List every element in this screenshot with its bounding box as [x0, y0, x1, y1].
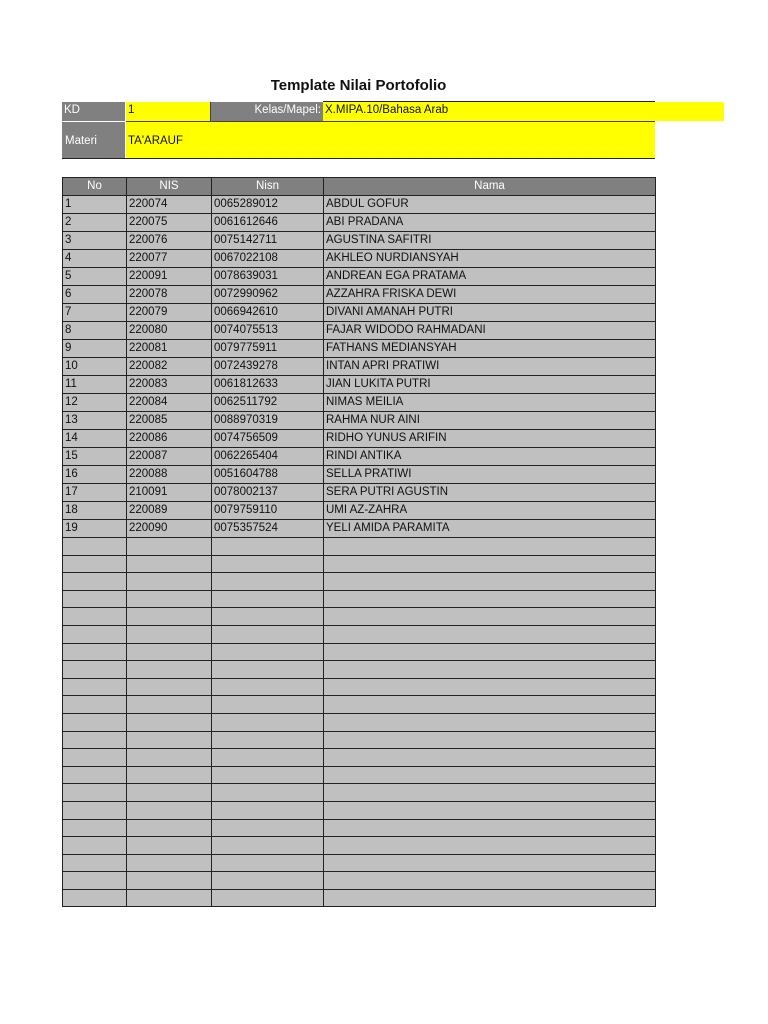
empty-table-row: [63, 555, 656, 573]
empty-cell-nama[interactable]: [324, 555, 656, 573]
cell-no[interactable]: 15: [63, 448, 127, 466]
cell-no[interactable]: 14: [63, 430, 127, 448]
empty-cell-nisn[interactable]: [212, 573, 324, 591]
empty-cell-no[interactable]: [63, 749, 127, 767]
empty-cell-no[interactable]: [63, 661, 127, 679]
cell-nis[interactable]: 220075: [127, 214, 212, 232]
cell-nama[interactable]: RINDI ANTIKA: [324, 448, 656, 466]
empty-cell-nama[interactable]: [324, 872, 656, 890]
empty-cell-nis[interactable]: [127, 784, 212, 802]
cell-nisn[interactable]: 0072439278: [212, 358, 324, 376]
empty-cell-nisn[interactable]: [212, 608, 324, 626]
empty-table-row: [63, 854, 656, 872]
empty-cell-no[interactable]: [63, 555, 127, 573]
cell-nama[interactable]: AGUSTINA SAFITRI: [324, 232, 656, 250]
empty-cell-no[interactable]: [63, 854, 127, 872]
cell-nisn[interactable]: 0062511792: [212, 394, 324, 412]
empty-cell-nisn[interactable]: [212, 661, 324, 679]
empty-cell-nis[interactable]: [127, 749, 212, 767]
cell-nisn[interactable]: 0065289012: [212, 196, 324, 214]
cell-nama[interactable]: ANDREAN EGA PRATAMA: [324, 268, 656, 286]
empty-cell-no[interactable]: [63, 801, 127, 819]
cell-nis[interactable]: 220087: [127, 448, 212, 466]
empty-cell-nama[interactable]: [324, 608, 656, 626]
empty-cell-nisn[interactable]: [212, 696, 324, 714]
table-row: [63, 322, 656, 340]
table-row: [63, 394, 656, 412]
empty-cell-nama[interactable]: [324, 801, 656, 819]
table-row: [63, 412, 656, 430]
empty-cell-nis[interactable]: [127, 819, 212, 837]
cell-nama[interactable]: FAJAR WIDODO RAHMADANI: [324, 322, 656, 340]
cell-nisn[interactable]: 0072990962: [212, 286, 324, 304]
table-header-row: [63, 178, 656, 196]
cell-nama[interactable]: RAHMA NUR AINI: [324, 412, 656, 430]
table-row: [63, 376, 656, 394]
empty-table-row: [63, 538, 656, 556]
cell-no[interactable]: 10: [63, 358, 127, 376]
empty-cell-no[interactable]: [63, 731, 127, 749]
empty-cell-nis[interactable]: [127, 713, 212, 731]
cell-nis[interactable]: 220091: [127, 268, 212, 286]
empty-table-row: [63, 661, 656, 679]
cell-nis[interactable]: 220084: [127, 394, 212, 412]
empty-table-row: [63, 678, 656, 696]
empty-cell-nama[interactable]: [324, 766, 656, 784]
empty-cell-nama[interactable]: [324, 643, 656, 661]
empty-cell-nisn[interactable]: [212, 643, 324, 661]
cell-nisn[interactable]: 0067022108: [212, 250, 324, 268]
column-header-no: No: [63, 178, 127, 196]
empty-cell-nama[interactable]: [324, 538, 656, 556]
cell-no[interactable]: 8: [63, 322, 127, 340]
cell-no[interactable]: 4: [63, 250, 127, 268]
empty-table-row: [63, 889, 656, 907]
cell-nisn[interactable]: 0051604788: [212, 466, 324, 484]
empty-table-row: [63, 696, 656, 714]
cell-nama[interactable]: INTAN APRI PRATIWI: [324, 358, 656, 376]
cell-no[interactable]: 16: [63, 466, 127, 484]
empty-cell-nis[interactable]: [127, 625, 212, 643]
cell-nisn[interactable]: 0061612646: [212, 214, 324, 232]
cell-nisn[interactable]: 0074756509: [212, 430, 324, 448]
cell-nisn[interactable]: 0078002137: [212, 484, 324, 502]
cell-nisn[interactable]: 0075357524: [212, 520, 324, 538]
kd-label: KD: [62, 102, 126, 121]
empty-cell-no[interactable]: [63, 608, 127, 626]
empty-cell-no[interactable]: [63, 837, 127, 855]
empty-cell-nisn[interactable]: [212, 837, 324, 855]
empty-cell-nama[interactable]: [324, 625, 656, 643]
table-row: [63, 340, 656, 358]
cell-nama[interactable]: YELI AMIDA PARAMITA: [324, 520, 656, 538]
table-row: [63, 520, 656, 538]
cell-nisn[interactable]: 0074075513: [212, 322, 324, 340]
empty-cell-nisn[interactable]: [212, 872, 324, 890]
table-row: [63, 358, 656, 376]
table-row: [63, 304, 656, 322]
cell-nis[interactable]: 220088: [127, 466, 212, 484]
empty-cell-nama[interactable]: [324, 731, 656, 749]
empty-cell-no[interactable]: [63, 819, 127, 837]
empty-cell-nisn[interactable]: [212, 819, 324, 837]
column-header-nis: NIS: [127, 178, 212, 196]
empty-cell-nama[interactable]: [324, 590, 656, 608]
cell-no[interactable]: 5: [63, 268, 127, 286]
header-divider-bottom: [62, 158, 655, 159]
empty-table-row: [63, 590, 656, 608]
empty-cell-no[interactable]: [63, 538, 127, 556]
table-row: [63, 448, 656, 466]
cell-nis[interactable]: 220089: [127, 502, 212, 520]
empty-table-row: [63, 766, 656, 784]
empty-cell-nama[interactable]: [324, 819, 656, 837]
empty-table-row: [63, 643, 656, 661]
cell-nama[interactable]: ABDUL GOFUR: [324, 196, 656, 214]
empty-cell-no[interactable]: [63, 696, 127, 714]
empty-cell-nis[interactable]: [127, 590, 212, 608]
cell-nama[interactable]: SELLA PRATIWI: [324, 466, 656, 484]
empty-cell-no[interactable]: [63, 625, 127, 643]
empty-cell-nis[interactable]: [127, 854, 212, 872]
empty-cell-nisn[interactable]: [212, 854, 324, 872]
cell-nis[interactable]: 220085: [127, 412, 212, 430]
cell-nis[interactable]: 220078: [127, 286, 212, 304]
cell-no[interactable]: 13: [63, 412, 127, 430]
table-row: [63, 286, 656, 304]
cell-nama[interactable]: AKHLEO NURDIANSYAH: [324, 250, 656, 268]
empty-cell-nis[interactable]: [127, 731, 212, 749]
empty-cell-nis[interactable]: [127, 555, 212, 573]
empty-table-row: [63, 801, 656, 819]
empty-table-row: [63, 872, 656, 890]
table-row: [63, 250, 656, 268]
cell-nama[interactable]: AZZAHRA FRISKA DEWI: [324, 286, 656, 304]
cell-no[interactable]: 2: [63, 214, 127, 232]
empty-cell-nama[interactable]: [324, 749, 656, 767]
cell-nis[interactable]: 220081: [127, 340, 212, 358]
table-row: [63, 484, 656, 502]
empty-table-row: [63, 713, 656, 731]
cell-nisn[interactable]: 0079775911: [212, 340, 324, 358]
empty-table-row: [63, 819, 656, 837]
cell-nama[interactable]: ABI PRADANA: [324, 214, 656, 232]
empty-cell-nama[interactable]: [324, 889, 656, 907]
empty-cell-nis[interactable]: [127, 678, 212, 696]
empty-cell-nama[interactable]: [324, 713, 656, 731]
cell-nis[interactable]: 220079: [127, 304, 212, 322]
cell-nis[interactable]: 220083: [127, 376, 212, 394]
cell-no[interactable]: 7: [63, 304, 127, 322]
empty-cell-nisn[interactable]: [212, 713, 324, 731]
table-row: [63, 466, 656, 484]
student-table: [62, 177, 656, 907]
empty-cell-nisn[interactable]: [212, 625, 324, 643]
cell-nis[interactable]: 220076: [127, 232, 212, 250]
empty-cell-nisn[interactable]: [212, 889, 324, 907]
empty-cell-nama[interactable]: [324, 573, 656, 591]
kd-value-cell[interactable]: 1: [126, 102, 211, 121]
kelas-mapel-value-cell[interactable]: X.MIPA.10/Bahasa Arab: [323, 102, 724, 121]
empty-table-row: [63, 784, 656, 802]
materi-value-cell[interactable]: TA'ARAUF: [126, 121, 655, 159]
cell-nisn[interactable]: 0075142711: [212, 232, 324, 250]
empty-table-row: [63, 731, 656, 749]
empty-table-row: [63, 837, 656, 855]
materi-label: Materi: [62, 121, 126, 159]
table-row: [63, 232, 656, 250]
table-row: [63, 430, 656, 448]
cell-no[interactable]: 9: [63, 340, 127, 358]
empty-cell-nama[interactable]: [324, 854, 656, 872]
cell-no[interactable]: 17: [63, 484, 127, 502]
column-header-nisn: Nisn: [212, 178, 324, 196]
empty-cell-nisn[interactable]: [212, 678, 324, 696]
table-row: [63, 214, 656, 232]
empty-cell-nis[interactable]: [127, 538, 212, 556]
empty-cell-nisn[interactable]: [212, 555, 324, 573]
empty-cell-nis[interactable]: [127, 889, 212, 907]
empty-cell-nama[interactable]: [324, 696, 656, 714]
cell-nama[interactable]: NIMAS MEILIA: [324, 394, 656, 412]
empty-cell-nis[interactable]: [127, 801, 212, 819]
empty-cell-nis[interactable]: [127, 696, 212, 714]
empty-cell-nisn[interactable]: [212, 784, 324, 802]
cell-nis[interactable]: 220090: [127, 520, 212, 538]
empty-table-row: [63, 608, 656, 626]
cell-nis[interactable]: 220080: [127, 322, 212, 340]
empty-cell-nisn[interactable]: [212, 801, 324, 819]
cell-no[interactable]: 18: [63, 502, 127, 520]
cell-nis[interactable]: 220082: [127, 358, 212, 376]
cell-nisn[interactable]: 0066942610: [212, 304, 324, 322]
cell-nama[interactable]: UMI AZ-ZAHRA: [324, 502, 656, 520]
empty-cell-nisn[interactable]: [212, 590, 324, 608]
empty-cell-no[interactable]: [63, 573, 127, 591]
kelas-mapel-label: Kelas/Mapel:: [211, 102, 323, 121]
table-row: [63, 196, 656, 214]
cell-nis[interactable]: 220074: [127, 196, 212, 214]
cell-no[interactable]: 6: [63, 286, 127, 304]
empty-cell-no[interactable]: [63, 643, 127, 661]
empty-cell-no[interactable]: [63, 766, 127, 784]
column-header-nama: Nama: [324, 178, 656, 196]
empty-cell-nis[interactable]: [127, 872, 212, 890]
empty-cell-nis[interactable]: [127, 643, 212, 661]
empty-cell-nama[interactable]: [324, 678, 656, 696]
empty-cell-nis[interactable]: [127, 608, 212, 626]
empty-cell-no[interactable]: [63, 590, 127, 608]
empty-cell-nis[interactable]: [127, 573, 212, 591]
empty-table-row: [63, 625, 656, 643]
cell-nis[interactable]: 210091: [127, 484, 212, 502]
cell-no[interactable]: 11: [63, 376, 127, 394]
cell-nama[interactable]: JIAN LUKITA PUTRI: [324, 376, 656, 394]
cell-no[interactable]: 1: [63, 196, 127, 214]
cell-nama[interactable]: DIVANI AMANAH PUTRI: [324, 304, 656, 322]
cell-nis[interactable]: 220086: [127, 430, 212, 448]
empty-cell-no[interactable]: [63, 713, 127, 731]
table-row: [63, 502, 656, 520]
cell-nama[interactable]: RIDHO YUNUS ARIFIN: [324, 430, 656, 448]
cell-nisn[interactable]: 0061812633: [212, 376, 324, 394]
empty-table-row: [63, 573, 656, 591]
cell-nisn[interactable]: 0078639031: [212, 268, 324, 286]
cell-nisn[interactable]: 0062265404: [212, 448, 324, 466]
empty-cell-nama[interactable]: [324, 837, 656, 855]
empty-cell-no[interactable]: [63, 678, 127, 696]
empty-cell-nisn[interactable]: [212, 538, 324, 556]
cell-nisn[interactable]: 0088970319: [212, 412, 324, 430]
table-row: [63, 268, 656, 286]
empty-cell-nis[interactable]: [127, 837, 212, 855]
empty-cell-no[interactable]: [63, 784, 127, 802]
empty-cell-nisn[interactable]: [212, 749, 324, 767]
cell-no[interactable]: 19: [63, 520, 127, 538]
empty-cell-nama[interactable]: [324, 784, 656, 802]
empty-cell-no[interactable]: [63, 889, 127, 907]
empty-cell-nisn[interactable]: [212, 766, 324, 784]
empty-cell-nisn[interactable]: [212, 731, 324, 749]
cell-nama[interactable]: FATHANS MEDIANSYAH: [324, 340, 656, 358]
empty-cell-nis[interactable]: [127, 661, 212, 679]
cell-nis[interactable]: 220077: [127, 250, 212, 268]
empty-cell-nama[interactable]: [324, 661, 656, 679]
cell-nama[interactable]: SERA PUTRI AGUSTIN: [324, 484, 656, 502]
empty-cell-nis[interactable]: [127, 766, 212, 784]
cell-no[interactable]: 12: [63, 394, 127, 412]
empty-cell-no[interactable]: [63, 872, 127, 890]
empty-table-row: [63, 749, 656, 767]
cell-no[interactable]: 3: [63, 232, 127, 250]
cell-nisn[interactable]: 0079759110: [212, 502, 324, 520]
page-title: Template Nilai Portofolio: [270, 77, 447, 94]
